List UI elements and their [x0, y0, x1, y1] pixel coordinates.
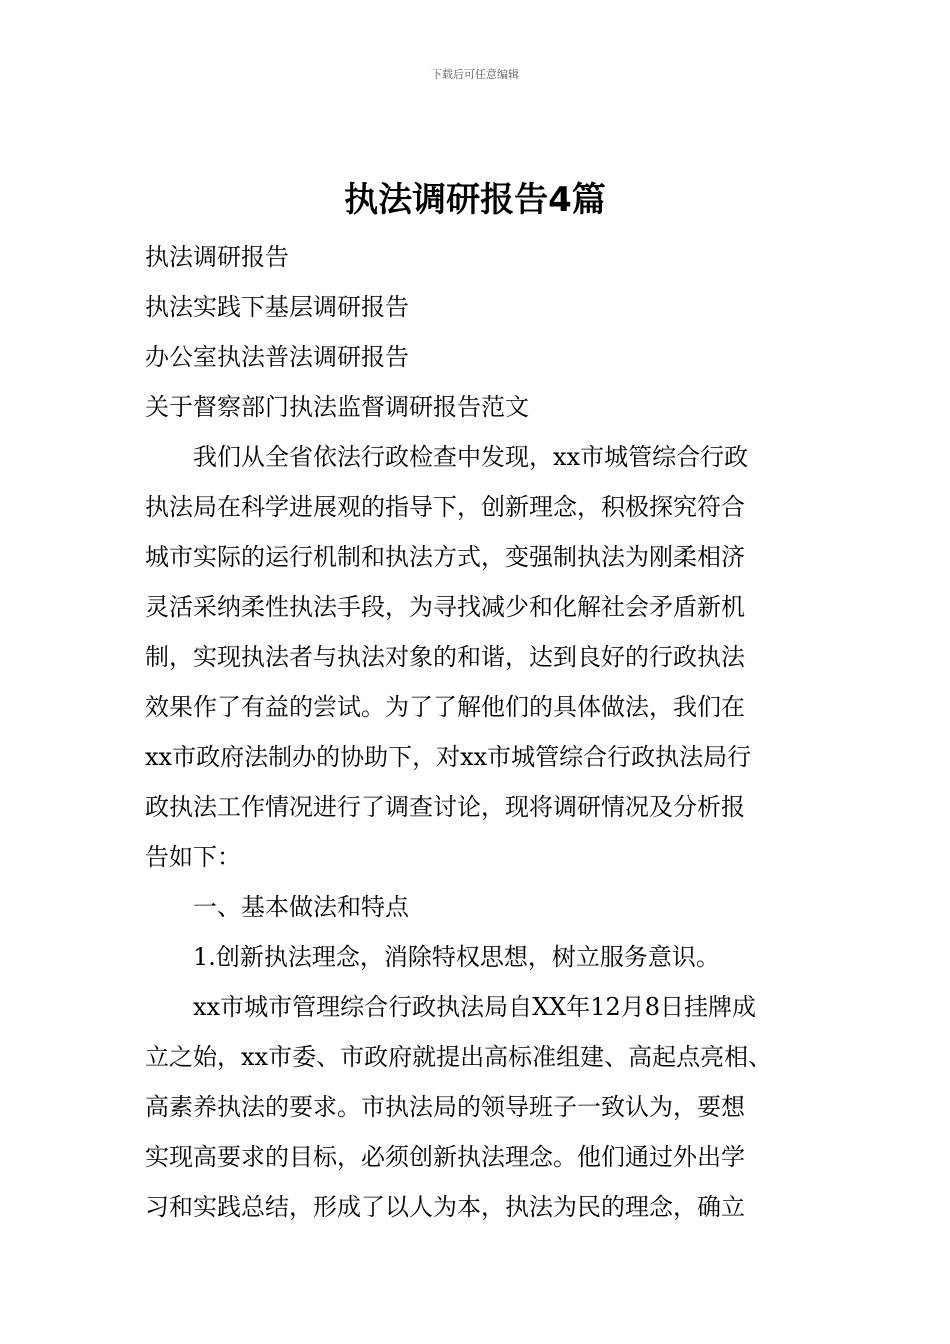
header-note: 下载后可任意编辑 [431, 68, 519, 81]
body-line: 效果作了有益的尝试。为了了解他们的具体做法，我们在 [145, 693, 745, 721]
document-body [145, 232, 825, 1232]
body-line: 习和实践总结，形成了以人为本，执法为民的理念，确立 [145, 1193, 745, 1221]
body-line: 城市实际的运行机制和执法方式，变强制执法为刚柔相济 [145, 543, 745, 571]
body-line: 告如下： [145, 843, 241, 871]
body-line: 我们从全省依法行政检查中发现，xx市城管综合行政 [145, 443, 749, 471]
toc-item: 执法调研报告 [145, 243, 289, 271]
body-line: 制，实现执法者与执法对象的和谐，达到良好的行政执法 [145, 643, 745, 671]
body-line: 实现高要求的目标，必须创新执法理念。他们通过外出学 [145, 1143, 745, 1171]
body-line: 立之始，xx市委、市政府就提出高标准组建、高起点亮相、 [145, 1043, 773, 1071]
section-heading: 一、基本做法和特点 [145, 893, 409, 921]
body-line: 政执法工作情况进行了调查讨论，现将调研情况及分析报 [145, 793, 745, 821]
body-line: 灵活采纳柔性执法手段，为寻找减少和化解社会矛盾新机 [145, 593, 745, 621]
toc-item: 关于督察部门执法监督调研报告范文 [145, 393, 529, 421]
body-line: xx市政府法制办的协助下，对xx市城管综合行政执法局行 [145, 743, 752, 771]
body-line: 高素养执法的要求。市执法局的领导班子一致认为，要想 [145, 1093, 745, 1121]
body-line: 执法局在科学进展观的指导下，创新理念，积极探究符合 [145, 493, 745, 521]
body-line: xx市城市管理综合行政执法局自XX年12月8日挂牌成 [145, 993, 757, 1021]
toc-item: 办公室执法普法调研报告 [145, 343, 409, 371]
subsection-heading: 1.创新执法理念，消除特权思想，树立服务意识。 [145, 943, 720, 971]
toc-item: 执法实践下基层调研报告 [145, 293, 409, 321]
document-title: 执法调研报告4篇 [344, 180, 606, 220]
